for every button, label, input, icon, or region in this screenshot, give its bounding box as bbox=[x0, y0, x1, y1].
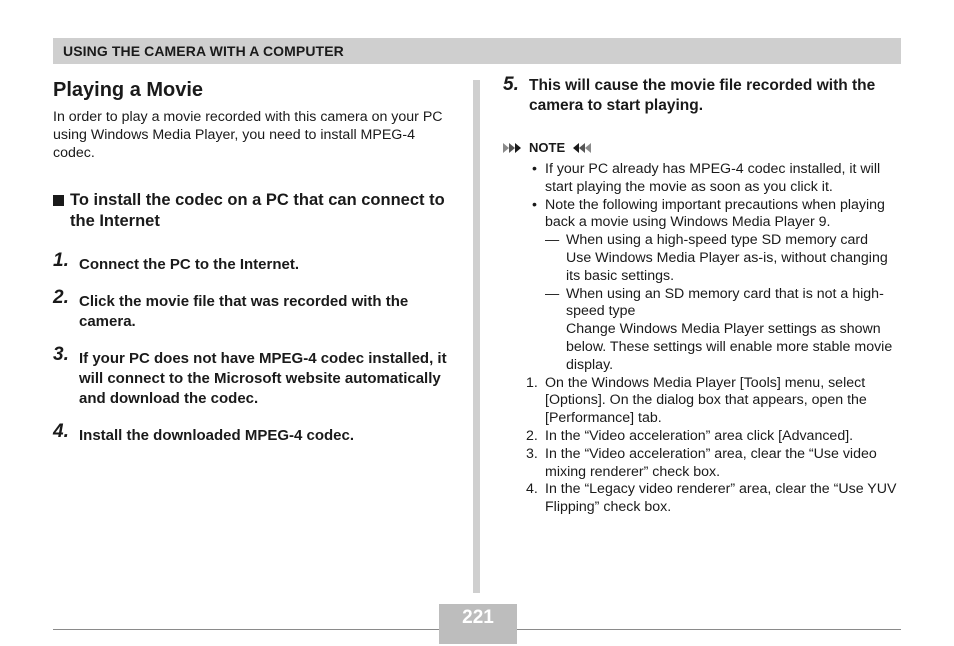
right-column bbox=[503, 76, 903, 517]
step-number: 5. bbox=[503, 74, 519, 95]
column-divider bbox=[473, 80, 480, 593]
note-bullet bbox=[532, 161, 903, 197]
step-number: 3. bbox=[53, 344, 69, 365]
dash-item bbox=[545, 232, 903, 250]
numbered-mark: 2. bbox=[526, 427, 538, 444]
note-arrows-right-icon bbox=[503, 142, 523, 154]
dash-item-text: When using an SD memory card that is not a high-speed type bbox=[566, 285, 884, 320]
note-heading bbox=[503, 140, 903, 155]
note-list bbox=[503, 161, 903, 517]
step-item bbox=[53, 252, 458, 275]
step-item bbox=[53, 423, 458, 446]
intro-paragraph: In order to play a movie recorded with this camera on your PC using Windows Media Player, you need to install MPEG-4 codec. bbox=[53, 109, 443, 161]
step-text: If your PC does not have MPEG-4 codec installed, it will connect to the Microsoft website automatically and download the codec. bbox=[79, 350, 447, 407]
note-arrows-left-icon bbox=[571, 142, 591, 154]
subsection-heading bbox=[53, 190, 458, 232]
numbered-item-text: In the “Video acceleration” area click [Advanced]. bbox=[545, 427, 854, 444]
square-bullet-icon bbox=[53, 195, 64, 206]
dash-item-detail: Use Windows Media Player as-is, without changing its basic settings. bbox=[566, 249, 888, 284]
section-header-title: USING THE CAMERA WITH A COMPUTER bbox=[63, 43, 344, 59]
step-list bbox=[53, 252, 458, 446]
numbered-item bbox=[526, 428, 903, 446]
numbered-mark: 4. bbox=[526, 481, 538, 498]
dash-mark: — bbox=[545, 285, 560, 302]
dash-item bbox=[545, 286, 903, 322]
note-bullet-text: If your PC already has MPEG-4 codec installed, it will start playing the movie as soon as you click it. bbox=[545, 161, 881, 195]
step-item bbox=[53, 346, 458, 409]
step-item bbox=[503, 76, 903, 116]
note-bullet bbox=[532, 197, 903, 233]
step-number: 4. bbox=[53, 421, 69, 442]
step-text: This will cause the movie file recorded with the camera to start playing. bbox=[529, 77, 876, 114]
note-label: NOTE bbox=[529, 140, 566, 155]
page-number: 221 bbox=[462, 607, 494, 628]
page-title: Playing a Movie bbox=[53, 79, 204, 101]
numbered-item bbox=[526, 375, 903, 428]
dash-item-text: When using a high-speed type SD memory card bbox=[566, 232, 869, 249]
step-number: 1. bbox=[53, 250, 69, 271]
step-item bbox=[53, 289, 458, 332]
step-number: 2. bbox=[53, 287, 69, 308]
bullet-mark: • bbox=[532, 196, 537, 213]
dash-item-detail: Change Windows Media Player settings as shown below. These settings will enable more stable movie display. bbox=[566, 321, 893, 373]
note-bullet-text: Note the following important precautions when playing back a movie using Windows Media Player 9. bbox=[545, 196, 885, 231]
left-column bbox=[53, 76, 458, 460]
numbered-item bbox=[526, 481, 903, 517]
subsection-heading-text: To install the codec on a PC that can connect to the Internet bbox=[70, 191, 445, 230]
dash-mark: — bbox=[545, 232, 560, 249]
step-text: Install the downloaded MPEG-4 codec. bbox=[79, 427, 355, 444]
numbered-item bbox=[526, 446, 903, 482]
numbered-mark: 3. bbox=[526, 445, 538, 462]
numbered-item-text: In the “Legacy video renderer” area, clear the “Use YUV Flipping” check box. bbox=[545, 481, 897, 516]
step-text: Connect the PC to the Internet. bbox=[79, 256, 300, 273]
section-header-bar bbox=[53, 38, 901, 64]
numbered-item-text: In the “Video acceleration” area, clear the “Use video mixing renderer” check box. bbox=[545, 445, 877, 480]
page-number-box bbox=[439, 604, 517, 644]
numbered-item-text: On the Windows Media Player [Tools] menu, select [Options]. On the dialog box that appears, open the [Performance] tab. bbox=[545, 374, 867, 427]
numbered-mark: 1. bbox=[526, 374, 538, 391]
step-text: Click the movie file that was recorded with the camera. bbox=[79, 293, 409, 330]
bullet-mark: • bbox=[532, 161, 537, 177]
